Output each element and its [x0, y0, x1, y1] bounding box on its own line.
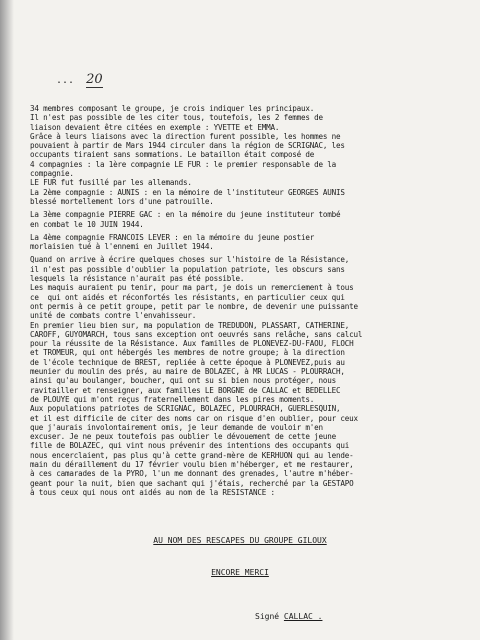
text-line: morlaisien tué à l'ennemi en Juillet 1944.	[30, 242, 214, 252]
text-line: nous encerclaient, pas plus qu'à cette grand-mère de KERHUON qui au lende-	[30, 450, 354, 460]
text-line: Quand on arrive à écrire quelques choses sur l'histoire de la Résistance,	[30, 255, 350, 265]
text-line: fille de BOLAZEC, qui vint nous prévenir des intentions des occupants qui	[30, 441, 350, 451]
text-line: ainsi qu'au boulanger, boucher, qui ont su si bien nous protéger, nous	[30, 376, 337, 386]
text-line: ravitailler et renseigner, aux familles LE BORGNE de CALLAC et BEDELLEC	[30, 385, 341, 395]
text-line: 34 membres composant le groupe, je crois indiquer les principaux.	[30, 104, 315, 113]
text-line: et TROMEUR, qui ont hébergés les membres de notre groupe; à la direction	[30, 348, 345, 358]
text-line: liaison devaient être citées en exemple : YVETTE et EMMA.	[30, 122, 280, 132]
text-line: de PLOUYE qui m'ont reçus fraternellement dans les pires moments.	[30, 394, 315, 404]
footer-title: AU NOM DES RESCAPES DU GROUPE GILOUX	[153, 536, 327, 545]
page-number	[56, 72, 103, 87]
text-line: à ces camarades de la PYRO, l'un me donnant des grenades, l'autre m'héber-	[30, 469, 354, 479]
text-line: Aux populations patriotes de SCRIGNAC, BOLAZEC, PLOURRACH, GUERLESQUIN,	[30, 404, 341, 414]
text-line: geant pour la nuit, bien que sachant qui j'étais, recherché par la GESTAPO	[30, 478, 354, 488]
text-line: il n'est pas possible d'oublier la population patriote, les obscurs sans	[30, 264, 345, 274]
text-line: pour la réussite de la Résistance. Aux familles de PLONEVEZ-DU-FAOU, FLOCH	[30, 339, 354, 349]
text-line: meunier du moulin des prés, au maire de BOLAZEC, à MR LUCAS - PLOURRACH,	[30, 367, 345, 377]
text-line: Il n'est pas possible de les citer tous, toutefois, les 2 femmes de	[30, 113, 323, 123]
text-line: blessé mortellement lors d'une patrouille.	[30, 196, 214, 206]
text-line: Grâce à leurs liaisons avec la direction furent possible, les hommes ne	[30, 131, 341, 141]
text-line: Les maquis auraient pu tenir, pour ma part, je dois un remerciement à tous	[30, 283, 354, 293]
body-text	[30, 104, 470, 497]
text-line: à tous ceux qui nous ont aidés au nom de la RESISTANCE :	[30, 487, 275, 497]
footer-thanks: ENCORE MERCI	[211, 568, 269, 577]
handwritten-page-number: 20	[86, 72, 103, 87]
text-line: main du déraillement du 17 février voulu bien m'héberger, et me restaurer,	[30, 459, 354, 469]
signed-name: CALLAC .	[283, 612, 323, 621]
text-line: LE FUR fut fusillé par les allemands.	[30, 178, 192, 188]
text-line: occupants tiraient sans sommations. Le bataillon était composé de	[30, 150, 315, 160]
text-line: La 2ème compagnie : AUNIS : en la mémoire de l'instituteur GEORGES AUNIS	[30, 187, 345, 197]
text-line: La 4ème compagnie FRANCOIS LEVER : en la mémoire du jeune postier	[30, 232, 315, 242]
text-line: lesquels la résistance n'aurait pas été possible.	[30, 274, 245, 284]
signed-label: Signé	[255, 612, 280, 621]
text-line: que j'aurais involontairement omis, je leur demande de vouloir m'en	[30, 422, 323, 432]
text-line: de l'école technique de BREST, repliée à cette époque à PLONEVEZ,puis au	[30, 357, 345, 367]
text-line: unité de combats contre l'envahisseur.	[30, 311, 197, 321]
text-line: CAROFF, GUYOMARCH, tous sans exception ont oeuvrés sans relâche, sans calcul	[30, 329, 363, 339]
text-line: La 3ème compagnie PIERRE GAC : en la mémoire du jeune instituteur tombé	[30, 210, 341, 220]
text-line: ont permis à ce petit groupe, petit par le nombre, de devenir une puissante	[30, 301, 358, 311]
text-line: pouvaient à partir de Mars 1944 circuler dans la région de SCRIGNAC, les	[30, 141, 345, 151]
text-line: En premier lieu bien sur, ma population de TREDUDON, PLASSART, CATHERINE,	[30, 320, 350, 330]
text-line: 4 compagnies : la 1ère compagnie LE FUR : le premier responsable de la	[30, 159, 337, 169]
text-line: en combat le 10 JUIN 1944.	[30, 219, 144, 229]
text-line: compagnie.	[30, 169, 74, 179]
page-number-dots: ...	[56, 75, 75, 86]
signature	[255, 612, 322, 621]
text-line: excuser. Je ne peux toutefois pas oublier le dévouement de cette jeune	[30, 432, 337, 442]
text-line: ce qui ont aidés et réconfortés les résistants, en particulier ceux qui	[30, 292, 345, 302]
text-line: et il est difficile de citer des noms car on risque d'en oublier, pour ceux	[30, 413, 358, 423]
